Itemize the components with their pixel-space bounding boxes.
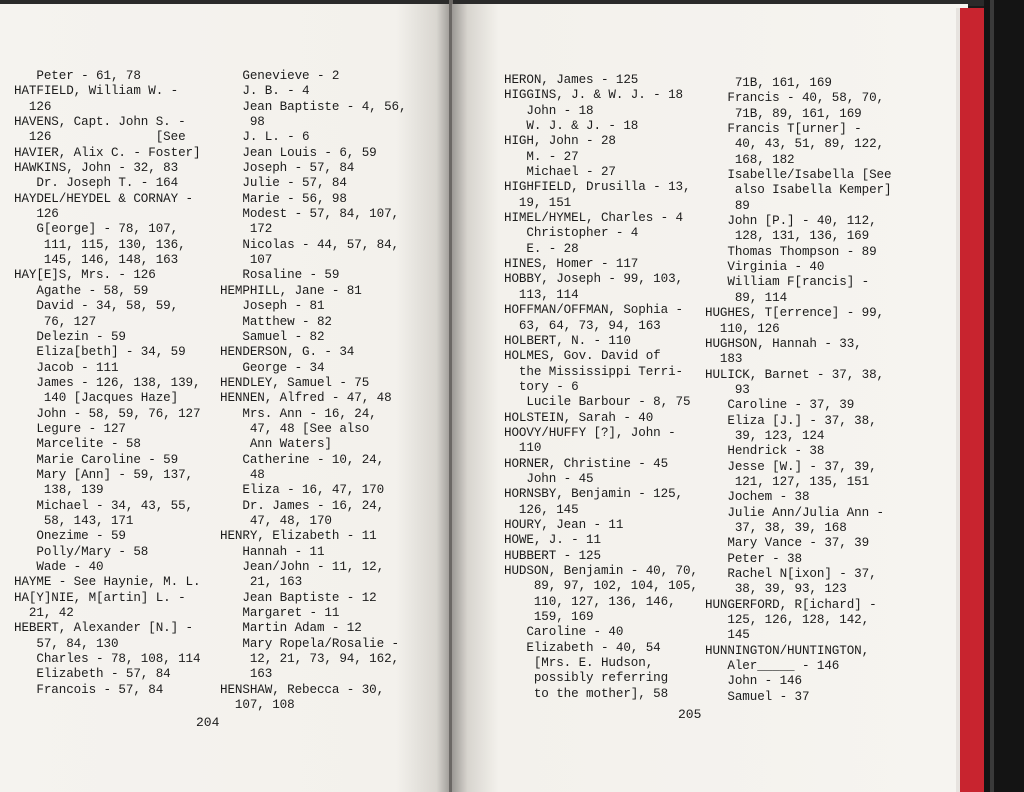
index-entry: HENDERSON, G. - 34 [220, 345, 355, 360]
right-page [452, 4, 968, 792]
index-entry: Marcelite - 58 [14, 437, 141, 452]
index-column-left-2 [220, 69, 406, 713]
page-number-right: 205 [678, 707, 702, 722]
index-entry: HIMEL/HYMEL, Charles - 4 [504, 211, 683, 226]
index-entry: HORNSBY, Benjamin - 125, [504, 487, 683, 502]
index-entry: Onezime - 59 [14, 529, 126, 544]
index-entry: HOWE, J. - 11 [504, 533, 601, 548]
left-page [0, 4, 450, 792]
index-entry: HUNGERFORD, R[ichard] - [705, 597, 877, 612]
index-entry: Julie Ann/Julia Ann - [705, 505, 884, 520]
index-entry: Dr. Joseph T. - 164 [14, 176, 179, 191]
index-entry: HERON, James - 125 [504, 73, 639, 87]
index-entry: Eliza - 16, 47, 170 [220, 483, 385, 498]
index-entry: Agathe - 58, 59 [14, 283, 149, 298]
index-entry: Michael - 34, 43, 55, [14, 498, 193, 513]
index-entry: 145 [705, 628, 750, 643]
index-entry: Peter - 61, 78 [14, 69, 141, 83]
index-entry: HUGHES, T[errence] - 99, [705, 306, 884, 321]
index-entry: Caroline - 37, 39 [705, 398, 855, 413]
index-entry: John - 18 [504, 103, 594, 118]
index-entry: tory - 6 [504, 379, 579, 394]
index-entry: Eliza [J.] - 37, 38, [705, 413, 877, 428]
index-entry: Legure - 127 [14, 421, 126, 436]
index-entry: 39, 123, 124 [705, 428, 825, 443]
index-entry: HENRY, Elizabeth - 11 [220, 529, 377, 544]
index-entry: 125, 126, 128, 142, [705, 613, 870, 628]
index-entry: 76, 127 [14, 314, 97, 329]
index-entry: 110 [504, 441, 542, 456]
index-entry: 140 [Jacques Haze] [14, 391, 179, 406]
index-entry: 93 [705, 382, 750, 397]
index-entry: HA[Y]NIE, M[artin] L. - [14, 590, 186, 605]
index-entry: 98 [220, 115, 265, 130]
index-entry: Mary Ropela/Rosalie - [220, 636, 399, 651]
index-entry: 159, 169 [504, 610, 594, 625]
index-entry: Marie Caroline - 59 [14, 452, 179, 467]
index-entry: Jesse [W.] - 37, 39, [705, 459, 877, 474]
index-entry: Jean Louis - 6, 59 [220, 145, 377, 160]
index-entry: J. L. - 6 [220, 130, 310, 145]
index-entry: [Mrs. E. Hudson, [504, 656, 654, 671]
index-entry: Mary Vance - 37, 39 [705, 536, 870, 551]
cover-edge [990, 0, 994, 792]
index-entry: James - 126, 138, 139, [14, 375, 201, 390]
index-entry: 48 [220, 467, 265, 482]
index-entry: HUGHSON, Hannah - 33, [705, 336, 862, 351]
index-entry: 47, 48, 170 [220, 513, 332, 528]
index-entry: HAYME - See Haynie, M. L. [14, 575, 201, 590]
index-entry: Jean Baptiste - 4, 56, [220, 99, 407, 114]
index-entry: Mary [Ann] - 59, 137, [14, 467, 193, 482]
index-entry: HENNEN, Alfred - 47, 48 [220, 391, 392, 406]
index-entry: HIGGINS, J. & W. J. - 18 [504, 88, 683, 103]
index-entry: Hendrick - 38 [705, 444, 825, 459]
index-entry: HOURY, Jean - 11 [504, 517, 624, 532]
index-entry: 21, 163 [220, 575, 303, 590]
index-column-right-2 [705, 76, 891, 705]
index-entry: 163 [220, 667, 273, 682]
index-entry: 183 [705, 352, 743, 367]
index-entry: W. J. & J. - 18 [504, 119, 639, 134]
index-entry: HEBERT, Alexander [N.] - [14, 621, 193, 636]
index-entry: Jean/John - 11, 12, [220, 560, 385, 574]
index-entry: HEMPHILL, Jane - 81 [220, 283, 362, 298]
index-entry: William F[rancis] - [705, 275, 870, 290]
index-column-right-1 [504, 73, 698, 702]
index-entry: John - 58, 59, 76, 127 [14, 406, 201, 421]
index-entry: 111, 115, 130, 136, [14, 237, 186, 252]
index-entry: HOLSTEIN, Sarah - 40 [504, 410, 654, 425]
index-entry: Mrs. Ann - 16, 24, [220, 406, 377, 421]
index-entry: Lucile Barbour - 8, 75 [504, 395, 691, 410]
index-entry: Caroline - 40 [504, 625, 624, 640]
index-entry: HAVIER, Alix C. - Foster] [14, 145, 201, 160]
index-entry: 57, 84, 130 [14, 636, 119, 651]
index-entry: Marie - 56, 98 [220, 191, 347, 206]
index-entry: 110, 127, 136, 146, [504, 594, 676, 609]
index-entry: 121, 127, 135, 151 [705, 474, 870, 489]
index-entry: Peter - 38 [705, 551, 802, 566]
index-entry: HAWKINS, John - 32, 83 [14, 161, 179, 176]
index-entry: 110, 126 [705, 321, 780, 336]
index-entry: Elizabeth - 40, 54 [504, 640, 661, 655]
index-entry: 107, 108 [220, 698, 295, 713]
index-entry: 47, 48 [See also [220, 421, 370, 436]
index-entry: also Isabella Kemper] [705, 183, 892, 198]
index-entry: Thomas Thompson - 89 [705, 244, 877, 259]
index-entry: Catherine - 10, 24, [220, 452, 385, 467]
index-entry: Modest - 57, 84, 107, [220, 207, 399, 222]
index-entry: Hannah - 11 [220, 544, 325, 559]
index-entry: HOFFMAN/OFFMAN, Sophia - [504, 303, 683, 318]
index-entry: E. - 28 [504, 241, 579, 256]
index-entry: 89, 97, 102, 104, 105, [504, 579, 698, 594]
index-entry: HIGH, John - 28 [504, 134, 616, 149]
index-entry: possibly referring [504, 671, 669, 686]
index-entry: J. B. - 4 [220, 84, 310, 99]
index-entry: 126 [See [14, 130, 186, 145]
index-entry: 37, 38, 39, 168 [705, 520, 847, 535]
index-entry: 89 [705, 198, 750, 213]
index-entry: 71B, 89, 161, 169 [705, 106, 862, 121]
index-entry: HIGHFIELD, Drusilla - 13, [504, 180, 691, 195]
index-entry: Aler_____ - 146 [705, 659, 840, 674]
index-entry: Elizabeth - 57, 84 [14, 667, 171, 682]
index-entry: HUBBERT - 125 [504, 548, 601, 563]
index-entry: 172 [220, 222, 273, 237]
index-entry: Jean Baptiste - 12 [220, 590, 377, 605]
page-number-left: 204 [196, 715, 220, 730]
index-entry: 21, 42 [14, 606, 74, 621]
index-entry: Rachel N[ixon] - 37, [705, 567, 877, 581]
red-book-cover [960, 8, 984, 792]
index-entry: Francois - 57, 84 [14, 682, 164, 697]
index-entry: HENDLEY, Samuel - 75 [220, 375, 370, 390]
index-entry: Isabelle/Isabella [See [705, 168, 892, 183]
index-entry: Julie - 57, 84 [220, 176, 347, 191]
index-entry: 126 [14, 99, 52, 114]
index-entry: 128, 131, 136, 169 [705, 229, 870, 244]
index-entry: Joseph - 57, 84 [220, 161, 355, 176]
index-entry: George - 34 [220, 360, 325, 375]
index-entry: Martin Adam - 12 [220, 621, 362, 636]
index-entry: 126, 145 [504, 502, 579, 517]
index-entry: 126 [14, 207, 59, 222]
index-entry: 58, 143, 171 [14, 513, 134, 528]
index-entry: John - 45 [504, 471, 594, 486]
index-entry: 40, 43, 51, 89, 122, [705, 137, 884, 152]
index-entry: John [P.] - 40, 112, [705, 214, 877, 229]
index-entry: Margaret - 11 [220, 606, 340, 621]
index-entry: HUNNINGTON/HUNTINGTON, [705, 643, 870, 658]
index-entry: G[eorge] - 78, 107, [14, 222, 179, 237]
index-entry: Delezin - 59 [14, 329, 126, 344]
index-entry: Eliza[beth] - 34, 59 [14, 345, 186, 360]
index-entry: Samuel - 82 [220, 329, 325, 344]
index-entry: David - 34, 58, 59, [14, 299, 179, 314]
index-entry: HAVENS, Capt. John S. - [14, 115, 186, 130]
index-entry: 107 [220, 253, 273, 268]
index-entry: HATFIELD, William W. - [14, 84, 179, 99]
index-entry: 38, 39, 93, 123 [705, 582, 847, 597]
index-entry: 63, 64, 73, 94, 163 [504, 318, 661, 333]
index-entry: Rosaline - 59 [220, 268, 340, 283]
index-entry: HENSHAW, Rebecca - 30, [220, 682, 385, 697]
index-entry: 89, 114 [705, 290, 788, 305]
index-entry: Matthew - 82 [220, 314, 332, 329]
index-entry: Samuel - 37 [705, 689, 810, 704]
index-entry: 71B, 161, 169 [705, 76, 832, 90]
index-entry: HINES, Homer - 117 [504, 257, 639, 272]
index-entry: HOLMES, Gov. David of [504, 349, 661, 364]
index-entry: Dr. James - 16, 24, [220, 498, 385, 513]
index-entry: Jacob - 111 [14, 360, 119, 375]
index-entry: Francis T[urner] - [705, 122, 862, 137]
index-entry: Michael - 27 [504, 165, 616, 180]
index-entry: Nicolas - 44, 57, 84, [220, 237, 399, 252]
index-entry: Francis - 40, 58, 70, [705, 91, 884, 106]
index-entry: M. - 27 [504, 149, 579, 164]
index-entry: 113, 114 [504, 287, 579, 302]
index-entry: HAYDEL/HEYDEL & CORNAY - [14, 191, 193, 206]
index-entry: HULICK, Barnet - 37, 38, [705, 367, 884, 382]
index-entry: Genevieve - 2 [220, 69, 340, 83]
index-entry: HOOVY/HUFFY [?], John - [504, 425, 676, 440]
index-entry: HAY[E]S, Mrs. - 126 [14, 268, 156, 283]
index-entry: to the mother], 58 [504, 686, 669, 701]
index-entry: Wade - 40 [14, 560, 104, 574]
index-entry: Polly/Mary - 58 [14, 544, 149, 559]
index-entry: 12, 21, 73, 94, 162, [220, 652, 399, 667]
index-entry: Virginia - 40 [705, 260, 825, 275]
index-entry: HUDSON, Benjamin - 40, 70, [504, 564, 698, 578]
index-column-left-1 [14, 69, 200, 698]
index-entry: Jochem - 38 [705, 490, 810, 505]
index-entry: 145, 146, 148, 163 [14, 253, 179, 268]
index-entry: HOLBERT, N. - 110 [504, 333, 631, 348]
index-entry: Joseph - 81 [220, 299, 325, 314]
index-entry: 19, 151 [504, 195, 572, 210]
index-entry: 168, 182 [705, 152, 795, 167]
index-entry: the Mississippi Terri- [504, 364, 683, 379]
index-entry: Christopher - 4 [504, 226, 639, 241]
index-entry: Charles - 78, 108, 114 [14, 652, 201, 667]
index-entry: John - 146 [705, 674, 802, 689]
index-entry: 138, 139 [14, 483, 104, 498]
index-entry: Ann Waters] [220, 437, 332, 452]
index-entry: HORNER, Christine - 45 [504, 456, 669, 471]
index-entry: HOBBY, Joseph - 99, 103, [504, 272, 683, 287]
